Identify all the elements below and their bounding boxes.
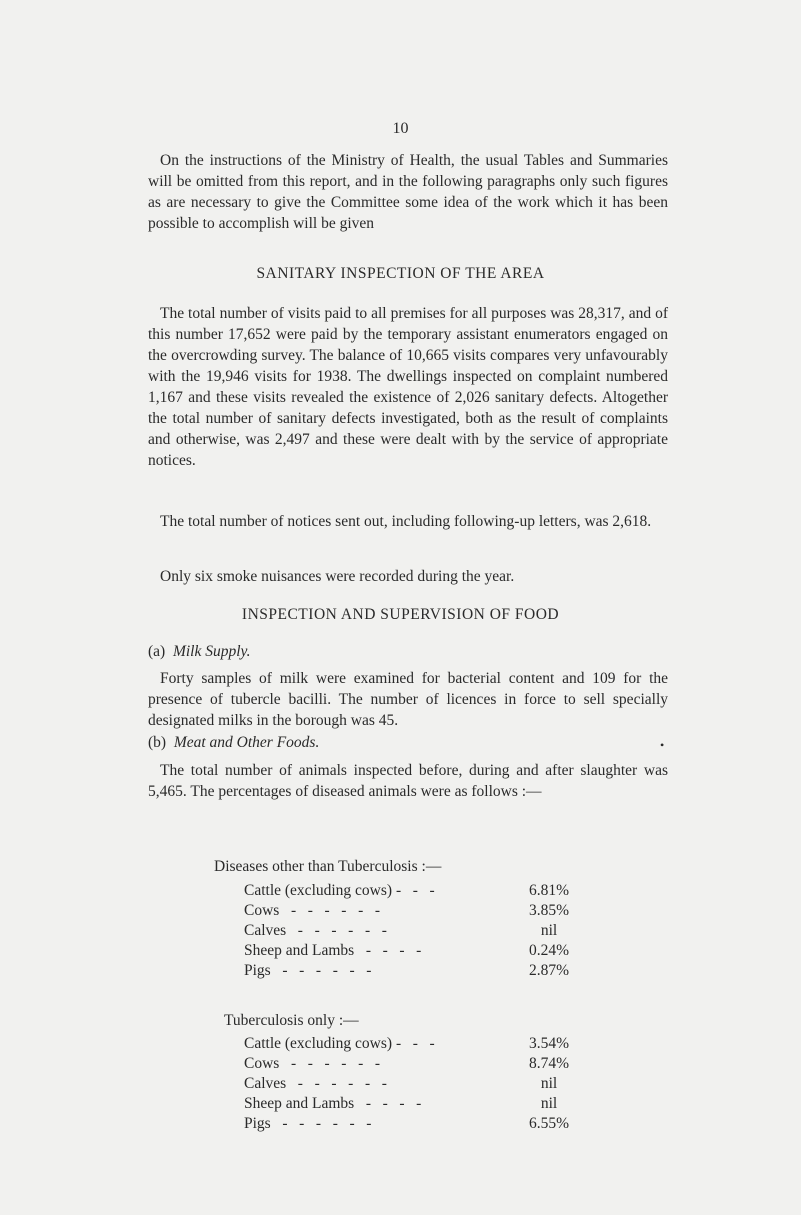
diseases-other-table	[244, 881, 594, 981]
intro-paragraph: On the instructions of the Ministry of Health, the usual Tables and Summaries will be omitted from this report, and in the following paragraphs only such figures as are necessary to give the Committee some idea of the work which it has been possible to accomplish will be given	[148, 152, 668, 232]
percentage-value: nil	[540, 1095, 558, 1112]
table-row	[244, 921, 594, 941]
percentage-value: 0.24%	[528, 942, 570, 959]
meat-title: Meat and Other Foods.	[173, 734, 320, 751]
page-number: 10	[392, 120, 409, 137]
tuberculosis-only-table	[244, 1034, 594, 1134]
sanitary-paragraph-visits: The total number of visits paid to all premises for all purposes was 28,317, and of this number 17,652 were paid by the temporary assistant enumerators engaged on the overcrowding survey. The balance of 10,665 visits compares very unfavourably with the 19,946 visits for 1938. The dwellings inspected on complaint numbered 1,167 and these visits revealed the existence of 2,026 sanitary defects. Altogether the total number of sanitary defects investigated, both as the result of complaints and otherwise, was 2,497 and these were dealt with by the service of appropriate notices.	[148, 305, 668, 469]
percentage-value: 8.74%	[528, 1055, 570, 1072]
milk-title: Milk Supply.	[172, 643, 251, 660]
percentage-value: 6.55%	[528, 1115, 570, 1132]
percentage-value: 3.54%	[528, 1035, 570, 1052]
diseases-other-label: Diseases other than Tuberculosis :—	[214, 858, 442, 875]
table-row	[244, 1114, 594, 1134]
section-heading-food: INSPECTION AND SUPERVISION OF FOOD	[241, 606, 560, 623]
animal-label: Cows - - - - - -	[244, 902, 381, 919]
percentage-value: 3.85%	[528, 902, 570, 919]
table-row	[244, 961, 594, 981]
animal-label: Sheep and Lambs - - - -	[244, 942, 422, 959]
percentage-value: 2.87%	[528, 962, 570, 979]
sanitary-paragraph-notices: The total number of notices sent out, including following-up letters, was 2,618.	[160, 513, 652, 530]
meat-paragraph: The total number of animals inspected before, during and after slaughter was 5,465. The percentages of diseased animals were as follows :—	[148, 762, 668, 800]
table-row	[244, 1034, 594, 1054]
animal-label: Cattle (excluding cows) - - -	[244, 882, 435, 899]
stray-mark-icon: •	[660, 738, 665, 752]
animal-label: Cows - - - - - -	[244, 1055, 381, 1072]
milk-subheading	[148, 643, 250, 661]
animal-label: Pigs - - - - - -	[244, 962, 372, 979]
animal-label: Pigs - - - - - -	[244, 1115, 372, 1132]
animal-label: Cattle (excluding cows) - - -	[244, 1035, 435, 1052]
meat-label: (b)	[148, 734, 167, 751]
table-row	[244, 1054, 594, 1074]
table-row	[244, 881, 594, 901]
table-row	[244, 1094, 594, 1114]
meat-subheading	[148, 734, 319, 752]
percentage-value: nil	[540, 1075, 558, 1092]
milk-label: (a)	[148, 643, 166, 660]
table-row	[244, 1074, 594, 1094]
milk-paragraph: Forty samples of milk were examined for bacterial content and 109 for the presence of tubercle bacilli. The number of licences in force to sell specially designated milks in the borough was 45.	[148, 670, 668, 729]
sanitary-paragraph-smoke: Only six smoke nuisances were recorded during the year.	[160, 568, 515, 585]
table-row	[244, 901, 594, 921]
section-heading-sanitary: SANITARY INSPECTION OF THE AREA	[256, 265, 545, 282]
percentage-value: 6.81%	[528, 882, 570, 899]
animal-label: Sheep and Lambs - - - -	[244, 1095, 422, 1112]
tuberculosis-only-label: Tuberculosis only :—	[224, 1012, 359, 1029]
animal-label: Calves - - - - - -	[244, 922, 387, 939]
animal-label: Calves - - - - - -	[244, 1075, 387, 1092]
percentage-value: nil	[540, 922, 558, 939]
table-row	[244, 941, 594, 961]
